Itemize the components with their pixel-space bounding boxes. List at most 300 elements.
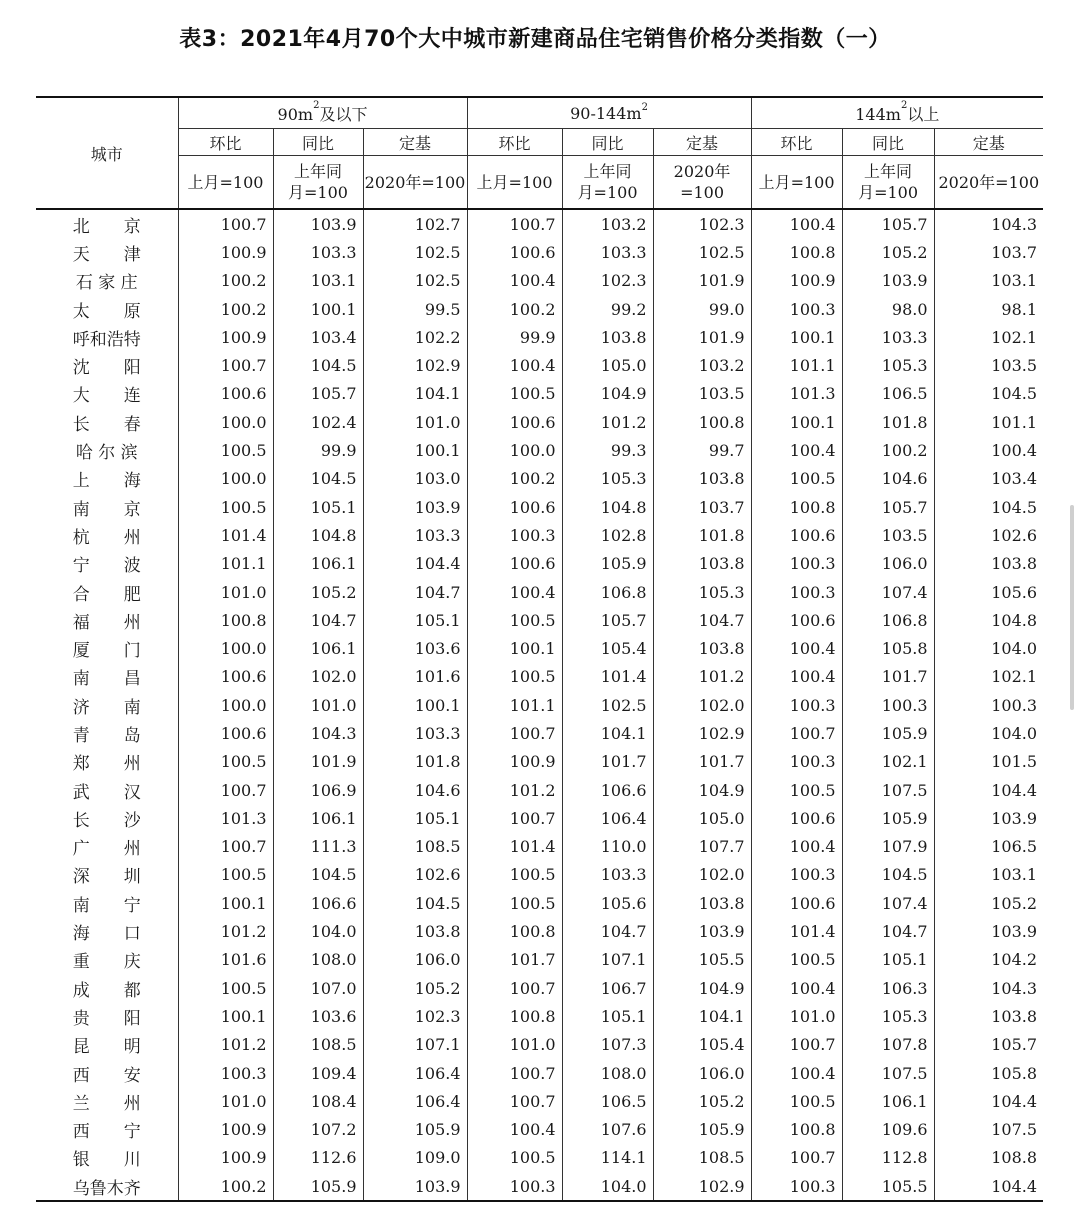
index-value: 106.9 — [273, 776, 363, 804]
index-value: 100.5 — [467, 663, 562, 691]
index-value: 100.0 — [178, 465, 273, 493]
index-value: 105.4 — [562, 634, 653, 662]
index-value: 101.0 — [467, 1031, 562, 1059]
index-value: 103.4 — [991, 469, 1038, 489]
index-value: 103.2 — [562, 209, 653, 238]
sub-header-yoy: 同比 — [562, 129, 653, 156]
index-value: 105.7 — [991, 1035, 1038, 1055]
table-row — [36, 578, 1043, 606]
sub-header-mom: 环比 — [751, 129, 842, 156]
index-value: 105.2 — [363, 974, 467, 1002]
city-name: 昆 明 — [36, 1031, 178, 1059]
index-value: 104.3 — [991, 978, 1038, 998]
index-value: 100.6 — [751, 606, 842, 634]
index-value: 105.5 — [842, 1172, 934, 1201]
index-value: 101.9 — [653, 323, 751, 351]
index-value: 100.2 — [178, 1172, 273, 1201]
index-value: 103.5 — [653, 380, 751, 408]
index-value: 102.0 — [653, 861, 751, 889]
city-name: 重 庆 — [36, 946, 178, 974]
index-value: 103.9 — [842, 267, 934, 295]
city-name: 西 宁 — [36, 1116, 178, 1144]
index-value: 104.7 — [653, 606, 751, 634]
index-value: 103.9 — [273, 209, 363, 238]
city-name: 长 春 — [36, 408, 178, 436]
index-value: 106.5 — [562, 1087, 653, 1115]
index-value: 101.4 — [467, 833, 562, 861]
index-value: 107.2 — [273, 1116, 363, 1144]
city-name: 哈 尔 滨 — [36, 436, 178, 464]
index-value: 105.7 — [562, 606, 653, 634]
index-value: 105.9 — [842, 719, 934, 747]
city-name: 兰 州 — [36, 1087, 178, 1115]
index-value: 104.0 — [991, 723, 1038, 743]
index-value: 106.1 — [273, 804, 363, 832]
table-row — [36, 465, 1043, 493]
sub-header-fixed: 定基 — [934, 129, 1043, 156]
index-value: 101.6 — [178, 946, 273, 974]
index-value: 105.2 — [273, 578, 363, 606]
index-value: 105.8 — [991, 1063, 1038, 1083]
index-value: 104.7 — [273, 606, 363, 634]
city-name: 厦 门 — [36, 634, 178, 662]
index-value: 100.4 — [751, 663, 842, 691]
group-header-large: $144m^2$以上 — [751, 97, 1043, 129]
index-value: 100.6 — [751, 804, 842, 832]
index-value: 101.0 — [178, 1087, 273, 1115]
index-value: 100.0 — [178, 691, 273, 719]
index-value: 105.8 — [842, 634, 934, 662]
table-row — [36, 861, 1043, 889]
index-value: 104.0 — [991, 639, 1038, 659]
index-value: 105.4 — [653, 1031, 751, 1059]
index-value: 100.6 — [467, 238, 562, 266]
index-value: 104.5 — [273, 351, 363, 379]
index-value: 100.4 — [467, 351, 562, 379]
index-value: 102.5 — [363, 267, 467, 295]
index-value: 103.8 — [363, 917, 467, 945]
city-name: 大 连 — [36, 380, 178, 408]
index-value: 100.4 — [467, 1116, 562, 1144]
group-header-medium: $90-144m^2$ — [467, 97, 751, 129]
index-value: 106.4 — [363, 1059, 467, 1087]
index-value: 101.4 — [178, 521, 273, 549]
index-value: 100.9 — [467, 748, 562, 776]
index-value: 106.0 — [363, 946, 467, 974]
index-value: 103.6 — [363, 634, 467, 662]
index-value: 103.1 — [991, 271, 1038, 291]
index-value: 105.6 — [991, 582, 1038, 602]
index-value: 105.1 — [363, 606, 467, 634]
index-value: 103.9 — [991, 922, 1038, 942]
city-name: 福 州 — [36, 606, 178, 634]
sub-header-mom: 环比 — [178, 129, 273, 156]
index-value: 101.9 — [273, 748, 363, 776]
index-value: 100.4 — [991, 441, 1038, 461]
index-value: 100.5 — [178, 436, 273, 464]
index-value: 106.0 — [653, 1059, 751, 1087]
city-name: 海 口 — [36, 917, 178, 945]
index-value: 104.5 — [273, 465, 363, 493]
index-value: 100.6 — [178, 663, 273, 691]
table-row — [36, 380, 1043, 408]
sub-header-fixed: 定基 — [653, 129, 751, 156]
index-value: 100.0 — [178, 408, 273, 436]
table-row — [36, 1144, 1043, 1172]
index-value: 103.7 — [653, 493, 751, 521]
sub-header-mom: 环比 — [467, 129, 562, 156]
index-value: 105.9 — [273, 1172, 363, 1201]
index-value: 99.5 — [363, 295, 467, 323]
index-value: 101.2 — [178, 917, 273, 945]
index-value: 106.4 — [562, 804, 653, 832]
index-value: 102.8 — [562, 521, 653, 549]
city-name: 成 都 — [36, 974, 178, 1002]
index-value: 112.6 — [273, 1144, 363, 1172]
index-value: 102.6 — [991, 525, 1038, 545]
index-value: 101.8 — [653, 521, 751, 549]
index-value: 100.3 — [751, 295, 842, 323]
index-value: 105.9 — [562, 550, 653, 578]
index-value: 112.8 — [842, 1144, 934, 1172]
city-name: 沈 阳 — [36, 351, 178, 379]
index-value: 100.8 — [751, 493, 842, 521]
index-value: 100.6 — [751, 889, 842, 917]
index-value: 103.8 — [653, 550, 751, 578]
index-value: 102.9 — [653, 719, 751, 747]
index-value: 105.7 — [842, 209, 934, 238]
index-value: 108.8 — [991, 1148, 1038, 1168]
index-value: 101.1 — [467, 691, 562, 719]
index-value: 102.7 — [363, 209, 467, 238]
index-value: 107.0 — [273, 974, 363, 1002]
index-value: 106.1 — [273, 550, 363, 578]
index-value: 111.3 — [273, 833, 363, 861]
table-row — [36, 408, 1043, 436]
index-value: 100.9 — [178, 1144, 273, 1172]
table-row — [36, 833, 1043, 861]
index-value: 100.8 — [751, 238, 842, 266]
index-value: 103.9 — [363, 493, 467, 521]
city-name: 南 宁 — [36, 889, 178, 917]
index-value: 104.6 — [842, 465, 934, 493]
city-name: 深 圳 — [36, 861, 178, 889]
index-value: 104.5 — [273, 861, 363, 889]
index-value: 108.5 — [653, 1144, 751, 1172]
index-value: 104.8 — [273, 521, 363, 549]
index-value: 99.9 — [467, 323, 562, 351]
table-row — [36, 804, 1043, 832]
index-value: 102.1 — [842, 748, 934, 776]
index-value: 103.8 — [991, 554, 1038, 574]
scrollbar[interactable] — [1070, 505, 1074, 710]
index-value: 100.5 — [467, 606, 562, 634]
table-row — [36, 946, 1043, 974]
index-value: 100.8 — [178, 606, 273, 634]
index-value: 108.0 — [562, 1059, 653, 1087]
index-value: 100.6 — [751, 521, 842, 549]
index-value: 102.3 — [653, 209, 751, 238]
page-title: 表3：2021年4月70个大中城市新建商品住宅销售价格分类指数（一） — [179, 27, 891, 52]
index-value: 100.7 — [467, 1087, 562, 1115]
index-value: 107.4 — [842, 889, 934, 917]
index-value: 103.3 — [842, 323, 934, 351]
index-value: 107.7 — [653, 833, 751, 861]
table-row — [36, 889, 1043, 917]
index-value: 101.3 — [178, 804, 273, 832]
index-value: 100.8 — [467, 917, 562, 945]
city-name: 武 汉 — [36, 776, 178, 804]
index-value: 104.7 — [363, 578, 467, 606]
index-value: 98.1 — [1001, 299, 1038, 319]
city-name: 济 南 — [36, 691, 178, 719]
city-name: 北 京 — [36, 209, 178, 238]
index-value: 100.8 — [467, 1002, 562, 1030]
index-value: 100.4 — [467, 267, 562, 295]
index-value: 105.9 — [842, 804, 934, 832]
index-value: 104.1 — [653, 1002, 751, 1030]
index-value: 101.1 — [751, 351, 842, 379]
index-value: 102.5 — [562, 691, 653, 719]
index-value: 105.3 — [842, 351, 934, 379]
index-value: 107.3 — [562, 1031, 653, 1059]
table-row — [36, 295, 1043, 323]
index-value: 101.7 — [842, 663, 934, 691]
index-value: 103.3 — [562, 238, 653, 266]
index-value: 100.2 — [178, 267, 273, 295]
index-value: 103.3 — [273, 238, 363, 266]
sub-header-yoy: 同比 — [273, 129, 363, 156]
index-value: 100.5 — [751, 946, 842, 974]
index-value: 102.0 — [273, 663, 363, 691]
table-row — [36, 776, 1043, 804]
index-value: 100.5 — [178, 974, 273, 1002]
index-value: 100.2 — [467, 295, 562, 323]
index-value: 104.1 — [363, 380, 467, 408]
index-value: 102.3 — [363, 1002, 467, 1030]
index-value: 99.3 — [562, 436, 653, 464]
index-value: 103.5 — [991, 356, 1038, 376]
index-value: 104.9 — [562, 380, 653, 408]
index-value: 100.6 — [467, 493, 562, 521]
index-value: 105.1 — [363, 804, 467, 832]
index-value: 100.2 — [842, 436, 934, 464]
index-value: 107.4 — [842, 578, 934, 606]
index-value: 101.2 — [562, 408, 653, 436]
table-row — [36, 663, 1043, 691]
index-value: 106.6 — [273, 889, 363, 917]
table-row — [36, 719, 1043, 747]
index-value: 103.3 — [562, 861, 653, 889]
index-value: 100.9 — [751, 267, 842, 295]
index-value: 101.4 — [562, 663, 653, 691]
sub-header-fixed: 定基 — [363, 129, 467, 156]
index-value: 106.1 — [273, 634, 363, 662]
index-value: 100.3 — [751, 578, 842, 606]
index-value: 100.3 — [178, 1059, 273, 1087]
index-value: 102.9 — [363, 351, 467, 379]
index-value: 100.2 — [467, 465, 562, 493]
index-value: 101.6 — [363, 663, 467, 691]
index-value: 103.3 — [363, 521, 467, 549]
base-mom: 上月=100 — [467, 156, 562, 210]
index-value: 105.0 — [653, 804, 751, 832]
index-value: 100.6 — [467, 550, 562, 578]
index-value: 103.8 — [991, 1006, 1038, 1026]
city-name: 郑 州 — [36, 748, 178, 776]
city-name: 石 家 庄 — [36, 267, 178, 295]
table-row — [36, 691, 1043, 719]
index-value: 103.6 — [273, 1002, 363, 1030]
index-value: 104.9 — [653, 776, 751, 804]
index-value: 104.6 — [363, 776, 467, 804]
index-value: 100.6 — [178, 380, 273, 408]
index-value: 104.7 — [842, 917, 934, 945]
city-name: 合 肥 — [36, 578, 178, 606]
index-value: 100.5 — [751, 465, 842, 493]
city-name: 太 原 — [36, 295, 178, 323]
index-value: 105.2 — [991, 893, 1038, 913]
index-value: 105.7 — [273, 380, 363, 408]
table-row — [36, 1172, 1043, 1201]
index-value: 101.4 — [751, 917, 842, 945]
index-value: 100.4 — [751, 436, 842, 464]
index-value: 101.8 — [363, 748, 467, 776]
index-value: 100.6 — [467, 408, 562, 436]
index-value: 105.6 — [562, 889, 653, 917]
index-value: 108.4 — [273, 1087, 363, 1115]
city-name: 宁 波 — [36, 550, 178, 578]
index-value: 101.7 — [562, 748, 653, 776]
index-value: 100.9 — [178, 323, 273, 351]
index-value: 100.1 — [751, 408, 842, 436]
table-row — [36, 436, 1043, 464]
index-value: 106.4 — [363, 1087, 467, 1115]
index-value: 101.2 — [467, 776, 562, 804]
index-value: 107.5 — [842, 1059, 934, 1087]
index-value: 99.7 — [653, 436, 751, 464]
index-value: 100.1 — [751, 323, 842, 351]
city-column-header: 城市 — [36, 97, 178, 209]
index-value: 100.8 — [653, 408, 751, 436]
index-value: 101.7 — [653, 748, 751, 776]
index-value: 103.0 — [363, 465, 467, 493]
index-value: 105.2 — [842, 238, 934, 266]
index-value: 102.1 — [991, 327, 1038, 347]
index-value: 100.3 — [991, 695, 1038, 715]
index-value: 104.1 — [562, 719, 653, 747]
table-row — [36, 238, 1043, 266]
index-value: 100.3 — [751, 691, 842, 719]
index-value: 101.0 — [751, 1002, 842, 1030]
index-value: 103.8 — [653, 465, 751, 493]
table-row — [36, 1031, 1043, 1059]
index-value: 100.7 — [467, 209, 562, 238]
index-value: 104.0 — [562, 1172, 653, 1201]
index-value: 105.3 — [562, 465, 653, 493]
index-value: 101.8 — [842, 408, 934, 436]
index-value: 102.0 — [653, 691, 751, 719]
group-header-small: $90m^2$及以下 — [178, 97, 467, 129]
index-value: 103.4 — [273, 323, 363, 351]
index-value: 104.7 — [562, 917, 653, 945]
city-name: 贵 阳 — [36, 1002, 178, 1030]
index-value: 102.1 — [991, 667, 1038, 687]
index-value: 105.1 — [273, 493, 363, 521]
index-value: 107.6 — [562, 1116, 653, 1144]
table-row — [36, 351, 1043, 379]
index-value: 108.5 — [363, 833, 467, 861]
index-value: 101.5 — [991, 752, 1038, 772]
index-value: 105.3 — [653, 578, 751, 606]
base-yoy: 上年同 月=100 — [273, 156, 363, 210]
table-row — [36, 634, 1043, 662]
index-value: 104.5 — [363, 889, 467, 917]
index-value: 100.7 — [467, 804, 562, 832]
table-row — [36, 1087, 1043, 1115]
index-value: 106.1 — [842, 1087, 934, 1115]
index-value: 105.2 — [653, 1087, 751, 1115]
index-value: 100.6 — [178, 719, 273, 747]
index-value: 101.3 — [751, 380, 842, 408]
index-value: 110.0 — [562, 833, 653, 861]
index-value: 105.3 — [842, 1002, 934, 1030]
index-value: 104.3 — [273, 719, 363, 747]
city-name: 青 岛 — [36, 719, 178, 747]
index-value: 100.3 — [842, 691, 934, 719]
index-value: 100.3 — [467, 1172, 562, 1201]
index-value: 100.5 — [751, 1087, 842, 1115]
index-value: 102.5 — [363, 238, 467, 266]
table-row — [36, 323, 1043, 351]
index-value: 100.3 — [467, 521, 562, 549]
index-value: 106.7 — [562, 974, 653, 1002]
base-yoy: 上年同 月=100 — [842, 156, 934, 210]
index-value: 103.7 — [991, 242, 1038, 262]
index-value: 100.7 — [467, 974, 562, 1002]
index-value: 106.0 — [842, 550, 934, 578]
index-value: 99.0 — [653, 295, 751, 323]
index-value: 100.5 — [467, 380, 562, 408]
index-value: 100.7 — [178, 833, 273, 861]
index-value: 104.0 — [273, 917, 363, 945]
index-value: 104.5 — [991, 497, 1038, 517]
index-value: 104.4 — [991, 780, 1038, 800]
index-value: 100.3 — [751, 550, 842, 578]
index-value: 100.7 — [751, 1144, 842, 1172]
index-value: 100.1 — [178, 1002, 273, 1030]
index-value: 106.6 — [562, 776, 653, 804]
index-value: 105.0 — [562, 351, 653, 379]
index-value: 100.1 — [273, 295, 363, 323]
index-value: 101.0 — [363, 408, 467, 436]
city-name: 上 海 — [36, 465, 178, 493]
index-value: 109.4 — [273, 1059, 363, 1087]
base-mom: 上月=100 — [178, 156, 273, 210]
index-value: 100.1 — [363, 691, 467, 719]
index-value: 102.6 — [363, 861, 467, 889]
index-value: 107.1 — [562, 946, 653, 974]
index-value: 104.8 — [562, 493, 653, 521]
table-row — [36, 1116, 1043, 1144]
table-row — [36, 1059, 1043, 1087]
city-name: 天 津 — [36, 238, 178, 266]
index-value: 100.4 — [751, 833, 842, 861]
index-value: 101.9 — [653, 267, 751, 295]
index-value: 104.4 — [991, 1091, 1038, 1111]
index-value: 100.7 — [751, 1031, 842, 1059]
index-value: 102.2 — [363, 323, 467, 351]
